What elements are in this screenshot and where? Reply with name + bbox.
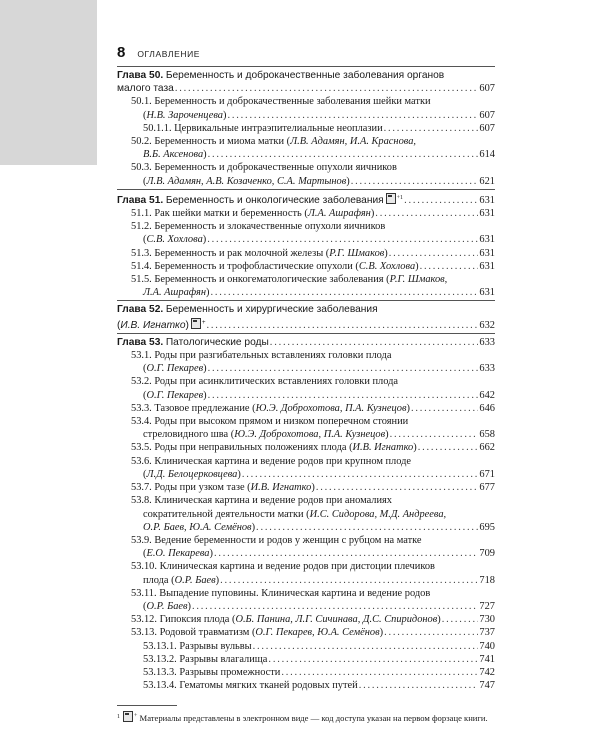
page-ref: 631: [479, 287, 495, 299]
toc-entry-text: 53.11. Выпадение пуповины. Клиническая картина и ведение родов: [131, 587, 431, 599]
toc-entry: [117, 135, 495, 148]
page-ref: 730: [479, 614, 495, 626]
page-number: 8: [117, 44, 126, 61]
leader-dots: [207, 233, 478, 246]
page-ref: 614: [479, 149, 495, 161]
leader-dots: [208, 148, 479, 161]
toc-entry-cont: [117, 286, 495, 299]
leader-dots: [418, 441, 479, 454]
page-ref: 607: [479, 109, 495, 121]
leader-dots: [316, 481, 479, 494]
chapter-heading: [117, 303, 495, 316]
leader-dots: [389, 247, 479, 260]
toc-entry: [117, 494, 495, 507]
page-ref: 671: [479, 468, 495, 480]
toc-entry-cont: [117, 508, 495, 521]
leader-dots: [175, 82, 479, 95]
toc-entry-text: 51.4. Беременность и трофобластические опухоли (С.В. Хохлова): [131, 260, 419, 272]
toc-entry-text: 50.1. Беременность и доброкачественные заболевания шейки матки: [131, 96, 431, 108]
toc-entry-text: 53.8. Клиническая картина и ведение родов при аномалиях: [131, 495, 392, 507]
footnote-divider: [117, 705, 177, 706]
leader-dots: [208, 389, 479, 402]
page-header: [117, 44, 200, 61]
toc-entry-cont-text: сократительной деятельности матки (И.С. Сидорова, М.Д. Андреева,: [143, 508, 447, 520]
table-of-contents: [117, 66, 495, 692]
page-ref: 607: [479, 122, 495, 134]
page-ref: 695: [479, 521, 495, 533]
page-ref: 633: [479, 336, 495, 348]
footnote-ref: +1: [396, 194, 404, 201]
toc-entry-cont: [117, 233, 495, 246]
toc-entry: [117, 415, 495, 428]
page-ref: 742: [479, 666, 495, 678]
page-ref: 677: [479, 482, 495, 494]
leader-dots: [404, 194, 478, 207]
page-ref: 740: [479, 640, 495, 652]
leader-dots: [268, 653, 478, 666]
toc-entry: [117, 626, 495, 639]
chapter-title: Беременность и онкологические заболевания: [165, 194, 384, 206]
leader-dots: [253, 640, 479, 653]
page-ref: 631: [479, 260, 495, 272]
toc-entry: [117, 161, 495, 174]
chapter-title: Патологические роды: [165, 336, 269, 348]
toc-entry-cont-text: (О.Г. Пекарев): [143, 363, 207, 375]
chapter-label: Глава 50.: [117, 70, 164, 81]
chapter-heading-text: [117, 303, 378, 316]
toc-entry-text: 53.13. Родовой травматизм (О.Г. Пекарев, Ю.А. Семёнов): [131, 627, 384, 639]
footnote-ref: +: [201, 319, 206, 326]
leader-dots: [227, 109, 478, 122]
toc-entry: [117, 95, 495, 108]
leader-dots: [359, 679, 479, 692]
toc-entry-text: 53.12. Гипоксия плода (О.Б. Панина, Л.Г. Сичинава, Д.С. Спиридонов): [131, 614, 441, 626]
toc-entry-text: 51.5. Беременность и онкогематологические заболевания (Р.Г. Шмаков,: [131, 274, 448, 286]
page-ref: 621: [479, 175, 495, 187]
toc-entry-text: 53.6. Клиническая картина и ведение родов при крупном плоде: [131, 455, 412, 467]
toc-entry-text: 51.3. Беременность и рак молочной железы (Р.Г. Шмаков): [131, 247, 388, 259]
page-ref: 662: [479, 442, 495, 454]
toc-entry-text: 50.3. Беременность и доброкачественные опухоли яичников: [131, 162, 397, 174]
toc-entry-text: 53.10. Клиническая картина и ведение родов при дистоции плечиков: [131, 561, 435, 573]
page-ref: 709: [479, 548, 495, 560]
toc-entry-cont: [117, 362, 495, 375]
toc-entry: [117, 587, 495, 600]
toc-entry: [117, 653, 495, 666]
toc-entry-cont: [117, 547, 495, 560]
margin-gray-band: [0, 0, 97, 165]
chapter-heading-cont: [117, 82, 495, 95]
chapter-title: Беременность и хирургические заболевания: [165, 304, 378, 316]
chapter-block: [117, 66, 495, 188]
leader-dots: [214, 547, 478, 560]
leader-dots: [411, 402, 478, 415]
toc-entry: [117, 613, 495, 626]
toc-entry: [117, 441, 495, 454]
leader-dots: [270, 336, 479, 349]
toc-entry-cont-text: (Н.В. Зароченцева): [143, 109, 227, 121]
chapter-heading: [117, 336, 495, 349]
page-ref: 727: [479, 600, 495, 612]
toc-entry-cont: [117, 600, 495, 613]
leader-dots: [351, 175, 479, 188]
leader-dots: [390, 428, 479, 441]
leader-dots: [375, 207, 478, 220]
toc-entry-cont: [117, 468, 495, 481]
page-ref: 737: [479, 627, 495, 639]
toc-entry: [117, 349, 495, 362]
chapter-block: [117, 189, 495, 300]
chapter-heading-text: [117, 192, 403, 207]
leader-dots: [208, 362, 479, 375]
chapter-heading-text: [117, 69, 444, 82]
toc-entry: [117, 207, 495, 220]
toc-entry-cont-text: О.Р. Баев, Ю.А. Семёнов): [143, 521, 256, 533]
chapter-block: [117, 300, 495, 331]
page-ref: 658: [479, 429, 495, 441]
chapter-heading-text: [117, 336, 269, 349]
toc-entry-cont: [117, 175, 495, 188]
page-ref: 741: [479, 653, 495, 665]
leader-dots: [206, 319, 478, 332]
chapter-heading: [117, 69, 495, 82]
toc-entry-text: 53.7. Роды при узком тазе (И.В. Игнатко): [131, 482, 315, 494]
chapter-title-cont: малого таза: [117, 83, 174, 95]
toc-entry-text: 53.9. Ведение беременности и родов у женщин с рубцом на матке: [131, 534, 422, 546]
toc-entry-cont-text: (Л.В. Адамян, А.В. Козаченко, С.А. Мартынов): [143, 175, 350, 187]
toc-entry-text: 51.1. Рак шейки матки и беременность (Л.А. Ашрафян): [131, 208, 375, 220]
page-ref: 632: [479, 319, 495, 331]
toc-entry-text: 53.2. Роды при асинклитических вставлениях головки плода: [131, 376, 399, 388]
leader-dots: [384, 122, 479, 135]
toc-entry: [117, 247, 495, 260]
toc-entry-cont-text: В.Б. Аксенова): [143, 149, 207, 161]
toc-entry-text: 53.4. Роды при высоком прямом и низком поперечном стоянии: [131, 416, 409, 428]
leader-dots: [281, 666, 478, 679]
leader-dots: [384, 626, 478, 639]
chapter-label: Глава 51.: [117, 194, 164, 206]
ebook-icon: [191, 318, 201, 329]
toc-entry-cont-text: (С.В. Хохлова): [143, 234, 207, 246]
toc-entry: [117, 481, 495, 494]
toc-entry-cont: [117, 428, 495, 441]
chapter-title-cont: (И.В. Игнатко) +: [117, 319, 206, 331]
toc-entry-text: 53.13.4. Гематомы мягких тканей родовых путей: [143, 680, 358, 692]
toc-entry-cont-text: Л.А. Ашрафян): [143, 287, 210, 299]
toc-entry-text: 53.13.1. Разрывы вульвы: [143, 640, 252, 652]
toc-entry: [117, 220, 495, 233]
toc-entry: [117, 455, 495, 468]
toc-entry: [117, 666, 495, 679]
footnote-text: Материалы представлены в электронном виде — код доступа указан на первом форзаце книги.: [139, 713, 488, 723]
footnote: $^1$ + Материалы представлены в электронном виде — код доступа указан на первом форзаце книги.: [117, 713, 488, 723]
toc-entry: [117, 375, 495, 388]
leader-dots: [420, 260, 479, 273]
page-ref: 631: [479, 208, 495, 220]
leader-dots: [242, 468, 479, 481]
toc-entry: [117, 260, 495, 273]
ebook-icon: [386, 193, 396, 204]
chapter-title: Беременность и доброкачественные заболевания органов: [165, 70, 445, 81]
toc-entry-cont: [117, 109, 495, 122]
toc-entry-cont-text: (Е.О. Пекарева): [143, 548, 213, 560]
toc-entry-cont: [117, 521, 495, 534]
toc-entry: [117, 273, 495, 286]
page-ref: 747: [479, 680, 495, 692]
toc-entry-text: 53.13.2. Разрывы влагалища: [143, 653, 268, 665]
chapter-block: [117, 333, 495, 692]
toc-entry-text: 50.2. Беременность и миома матки (Л.В. Адамян, И.А. Краснова,: [131, 136, 416, 148]
running-title: ОГЛАВЛЕНИЕ: [137, 49, 201, 59]
chapter-heading: [117, 192, 495, 207]
toc-entry: [117, 640, 495, 653]
toc-entry: [117, 402, 495, 415]
leader-dots: [210, 286, 478, 299]
toc-entry-cont: [117, 148, 495, 161]
chapter-label: Глава 53.: [117, 336, 164, 348]
page-ref: 631: [479, 234, 495, 246]
toc-entry-cont: [117, 574, 495, 587]
toc-entry: [117, 679, 495, 692]
leader-dots: [192, 600, 478, 613]
leader-dots: [256, 521, 478, 534]
leader-dots: [220, 574, 478, 587]
page-ref: 631: [479, 247, 495, 259]
page-ref: 642: [479, 389, 495, 401]
toc-entry: [117, 560, 495, 573]
page-ref: 633: [479, 363, 495, 375]
toc-entry-cont-text: (О.Г. Пекарев): [143, 389, 207, 401]
toc-entry-text: 50.1.1. Цервикальные интраэпителиальные неоплазии: [143, 122, 383, 134]
chapter-heading-cont: [117, 317, 495, 332]
toc-entry-text: 53.3. Тазовое предлежание (Ю.Э. Доброхотова, П.А. Кузнецов): [131, 402, 410, 414]
toc-entry: [117, 122, 495, 135]
ebook-icon: [123, 711, 133, 722]
chapter-label: Глава 52.: [117, 304, 164, 316]
toc-entry-cont-text: стреловидного шва (Ю.Э. Доброхотова, П.А. Кузнецов): [143, 429, 389, 441]
toc-entry-text: 53.13.3. Разрывы промежности: [143, 666, 281, 678]
leader-dots: [442, 613, 479, 626]
page-ref: 607: [479, 83, 495, 95]
toc-entry-cont-text: плода (О.Р. Баев): [143, 574, 220, 586]
footnote-number: 1: [117, 714, 120, 720]
page-ref: 646: [479, 402, 495, 414]
page-ref: 631: [479, 194, 495, 206]
toc-entry-text: 53.1. Роды при разгибательных вставлениях головки плода: [131, 350, 392, 362]
page-ref: 718: [479, 574, 495, 586]
toc-entry-text: 51.2. Беременность и злокачественные опухоли яичников: [131, 221, 386, 233]
toc-entry-cont-text: (Л.Д. Белоцерковцева): [143, 468, 241, 480]
toc-entry-text: 53.5. Роды при неправильных положениях плода (И.В. Игнатко): [131, 442, 417, 454]
toc-entry: [117, 534, 495, 547]
toc-entry-cont-text: (О.Р. Баев): [143, 600, 191, 612]
toc-entry-cont: [117, 389, 495, 402]
